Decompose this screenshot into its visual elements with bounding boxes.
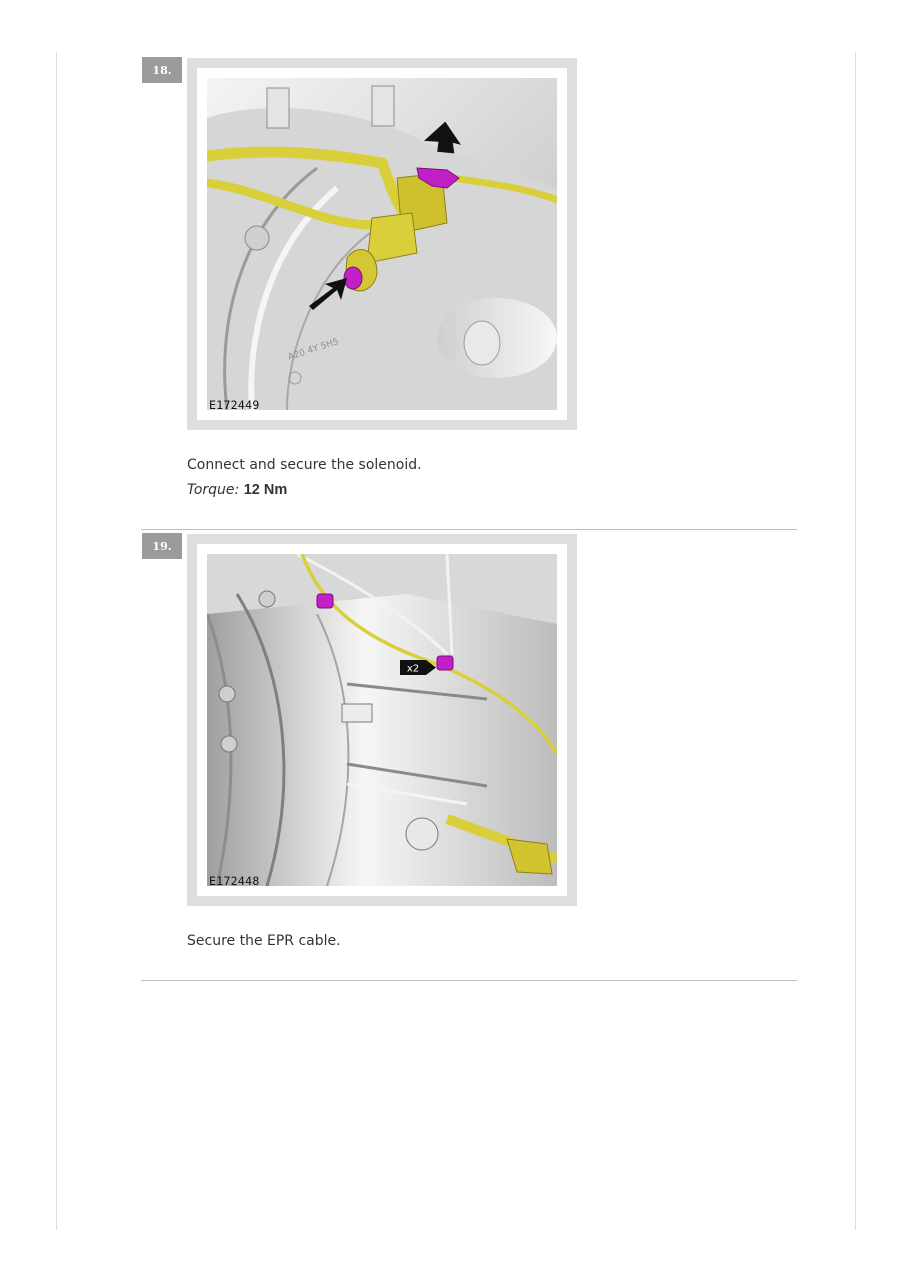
torque-spec — [187, 482, 287, 498]
illustration-panel — [197, 544, 567, 896]
page-left-border — [56, 52, 57, 1230]
cable-clip-highlight — [317, 594, 333, 608]
housing-stud — [372, 86, 394, 126]
page-right-border — [855, 52, 856, 1230]
housing-bolt — [221, 736, 237, 752]
figure-code: E172449 — [209, 398, 260, 412]
step-instruction: Secure the EPR cable. — [187, 933, 341, 949]
illustration-panel — [197, 68, 567, 420]
step-divider — [141, 980, 797, 981]
housing-bolt — [219, 686, 235, 702]
torque-value: 12 Nm — [243, 482, 288, 498]
housing-bolt — [259, 591, 275, 607]
housing-boss — [464, 321, 500, 365]
step-19-figure — [187, 534, 577, 906]
housing-stud — [267, 88, 289, 128]
epr-cable-illustration — [207, 554, 557, 886]
torque-label: Torque: — [187, 482, 240, 498]
step-number-badge: 19. — [142, 533, 182, 559]
step-instruction: Connect and secure the solenoid. — [187, 457, 422, 473]
case-boss — [406, 818, 438, 850]
housing-bolt — [245, 226, 269, 250]
callout-text: x2 — [406, 663, 420, 675]
figure-code: E172448 — [209, 874, 260, 888]
step-18-figure — [187, 58, 577, 430]
step-number-badge: 18. — [142, 57, 182, 83]
connector-clip-highlight — [344, 267, 362, 289]
casting-text: A20 4Y 5H5 — [286, 337, 341, 363]
step-divider — [141, 529, 797, 530]
solenoid-illustration — [207, 78, 557, 410]
case-boss — [342, 704, 372, 722]
cable-clip-highlight — [437, 656, 453, 670]
